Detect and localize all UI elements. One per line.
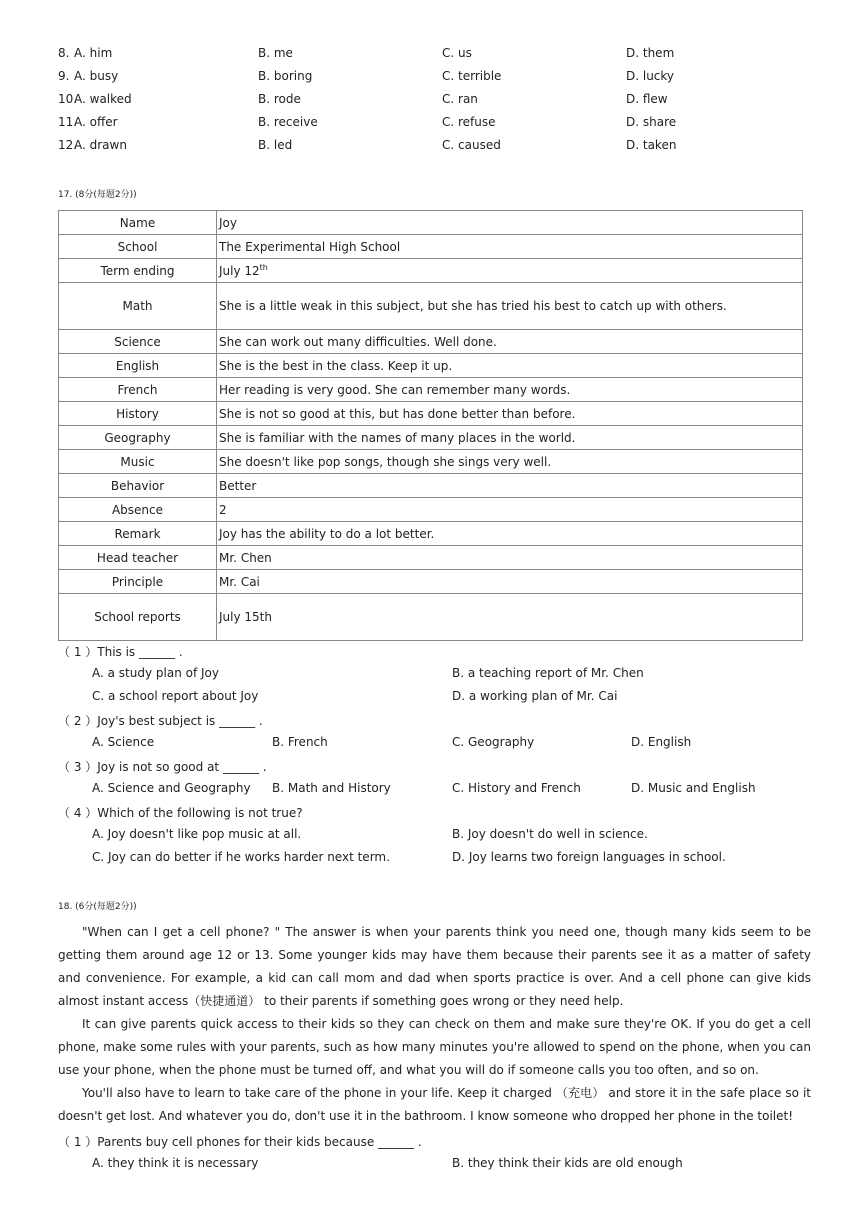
question-stem: （ 1 ）This is ______ . bbox=[58, 645, 183, 659]
row-key: Behavior bbox=[59, 474, 217, 498]
option-c: C. caused bbox=[442, 138, 501, 152]
row-key: Term ending bbox=[59, 259, 217, 283]
option-a: A. offer bbox=[74, 115, 118, 129]
question-number: 8. bbox=[58, 46, 70, 60]
option-c: C. Geography bbox=[452, 735, 535, 749]
row-value: Her reading is very good. She can remember many words. bbox=[217, 378, 803, 402]
row-key: Science bbox=[59, 330, 217, 354]
row-value: She is a little weak in this subject, but she has tried his best to catch up with others. bbox=[217, 283, 803, 330]
option-c: C. terrible bbox=[442, 69, 502, 83]
question-stem: （ 3 ）Joy is not so good at ______ . bbox=[58, 760, 267, 774]
table-row bbox=[59, 594, 803, 641]
table-row bbox=[59, 498, 803, 522]
option-b: B. Joy doesn't do well in science. bbox=[452, 827, 648, 841]
table-row bbox=[59, 211, 803, 235]
table-row bbox=[59, 235, 803, 259]
row-key: Principle bbox=[59, 570, 217, 594]
paragraph-text: You'll also have to learn to take care of the phone in your life. Keep it charged （充电） and store it in the safe place so it doesn't get lost. And whatever you do, don't use it in the bathroom. I know someone who dropped her phone in the toilet! bbox=[58, 1086, 811, 1123]
row-value: She is not so good at this, but has done better than before. bbox=[217, 402, 803, 426]
table-row bbox=[59, 283, 803, 330]
question-number: 11. bbox=[58, 115, 78, 129]
option-d: D. lucky bbox=[626, 69, 675, 83]
option-a: A. Joy doesn't like pop music at all. bbox=[92, 827, 302, 841]
question-number: 9. bbox=[58, 69, 70, 83]
option-c: C. Joy can do better if he works harder next term. bbox=[92, 850, 390, 864]
option-b: B. rode bbox=[258, 92, 301, 106]
question-number: 12. bbox=[58, 138, 78, 152]
row-key: Remark bbox=[59, 522, 217, 546]
option-b: B. receive bbox=[258, 115, 318, 129]
option-d: D. Joy learns two foreign languages in school. bbox=[452, 850, 726, 864]
paragraph-text: It can give parents quick access to their kids so they can check on them and make sure they're OK. If you do get a cell phone, make some rules with your parents, such as how many minutes you're allowed to spend on the phone, when you can use your phone, when the phone must be turned off, and what you will do if someone calls you too often, and so on. bbox=[58, 1017, 811, 1077]
option-d: D. a working plan of Mr. Cai bbox=[452, 689, 618, 703]
q17-header: 17. (8分(每题2分)) bbox=[58, 190, 137, 200]
row-value: Joy has the ability to do a lot better. bbox=[217, 522, 803, 546]
option-d: D. flew bbox=[626, 92, 668, 106]
option-a: A. drawn bbox=[74, 138, 127, 152]
option-b: B. boring bbox=[258, 69, 313, 83]
table-row bbox=[59, 330, 803, 354]
option-c: C. refuse bbox=[442, 115, 496, 129]
option-c: C. us bbox=[442, 46, 472, 60]
option-d: D. taken bbox=[626, 138, 677, 152]
table-row bbox=[59, 402, 803, 426]
row-key: School reports bbox=[59, 594, 217, 641]
option-c: C. ran bbox=[442, 92, 478, 106]
row-value: Mr. Chen bbox=[217, 546, 803, 570]
option-b: B. they think their kids are old enough bbox=[452, 1156, 683, 1170]
row-key: Geography bbox=[59, 426, 217, 450]
passage-paragraph bbox=[58, 921, 811, 1013]
option-a: A. Science bbox=[92, 735, 155, 749]
row-value: Better bbox=[217, 474, 803, 498]
paragraph-text: "When can I get a cell phone? " The answer is when your parents think you need one, though many kids seem to be getting them around age 12 or 13. Some younger kids may have them because their parents see it as a matter of safety and convenience. For example, a kid can call mom and dad when sports practice is over. And a cell phone can give kids almost instant access（快捷通道） to their parents if something goes wrong or they need help. bbox=[58, 925, 811, 1008]
option-a: A. him bbox=[74, 46, 113, 60]
table-row bbox=[59, 378, 803, 402]
option-b: B. a teaching report of Mr. Chen bbox=[452, 666, 644, 680]
question-stem: （ 1 ）Parents buy cell phones for their kids because ______ . bbox=[58, 1135, 422, 1149]
row-key: Absence bbox=[59, 498, 217, 522]
row-value: She doesn't like pop songs, though she sings very well. bbox=[217, 450, 803, 474]
q18-header: 18. (6分(每题2分)) bbox=[58, 902, 137, 912]
table-row bbox=[59, 450, 803, 474]
row-value bbox=[217, 259, 803, 283]
row-value: She is the best in the class. Keep it up. bbox=[217, 354, 803, 378]
row-key: Music bbox=[59, 450, 217, 474]
table-row bbox=[59, 259, 803, 283]
option-c: C. History and French bbox=[452, 781, 581, 795]
question-number: 10. bbox=[58, 92, 78, 106]
option-a: A. a study plan of Joy bbox=[92, 666, 219, 680]
option-a: A. busy bbox=[74, 69, 119, 83]
row-key: Math bbox=[59, 283, 217, 330]
option-b: B. Math and History bbox=[272, 781, 391, 795]
row-value: Mr. Cai bbox=[217, 570, 803, 594]
row-value: The Experimental High School bbox=[217, 235, 803, 259]
row-key: School bbox=[59, 235, 217, 259]
row-value: 2 bbox=[217, 498, 803, 522]
option-b: B. me bbox=[258, 46, 293, 60]
option-b: B. French bbox=[272, 735, 328, 749]
option-a: A. Science and Geography bbox=[92, 781, 251, 795]
option-d: D. share bbox=[626, 115, 677, 129]
school-report-table bbox=[58, 210, 803, 641]
table-row bbox=[59, 546, 803, 570]
table-row bbox=[59, 426, 803, 450]
row-key: Head teacher bbox=[59, 546, 217, 570]
table-row bbox=[59, 522, 803, 546]
date-text: July 12 bbox=[219, 264, 260, 278]
option-c: C. a school report about Joy bbox=[92, 689, 259, 703]
row-value: Joy bbox=[217, 211, 803, 235]
row-key: French bbox=[59, 378, 217, 402]
passage-paragraph bbox=[58, 1013, 811, 1082]
row-value: July 15th bbox=[217, 594, 803, 641]
option-d: D. Music and English bbox=[631, 781, 756, 795]
passage-paragraph bbox=[58, 1082, 811, 1128]
row-key: Name bbox=[59, 211, 217, 235]
option-d: D. English bbox=[631, 735, 692, 749]
option-d: D. them bbox=[626, 46, 675, 60]
question-stem: （ 4 ）Which of the following is not true? bbox=[58, 806, 303, 820]
row-value: She can work out many difficulties. Well done. bbox=[217, 330, 803, 354]
option-a: A. they think it is necessary bbox=[92, 1156, 259, 1170]
date-suffix: th bbox=[259, 263, 268, 272]
row-key: History bbox=[59, 402, 217, 426]
row-key: English bbox=[59, 354, 217, 378]
question-stem: （ 2 ）Joy's best subject is ______ . bbox=[58, 714, 263, 728]
option-a: A. walked bbox=[74, 92, 132, 106]
table-row bbox=[59, 474, 803, 498]
option-b: B. led bbox=[258, 138, 293, 152]
table-row bbox=[59, 354, 803, 378]
table-row bbox=[59, 570, 803, 594]
row-value: She is familiar with the names of many places in the world. bbox=[217, 426, 803, 450]
